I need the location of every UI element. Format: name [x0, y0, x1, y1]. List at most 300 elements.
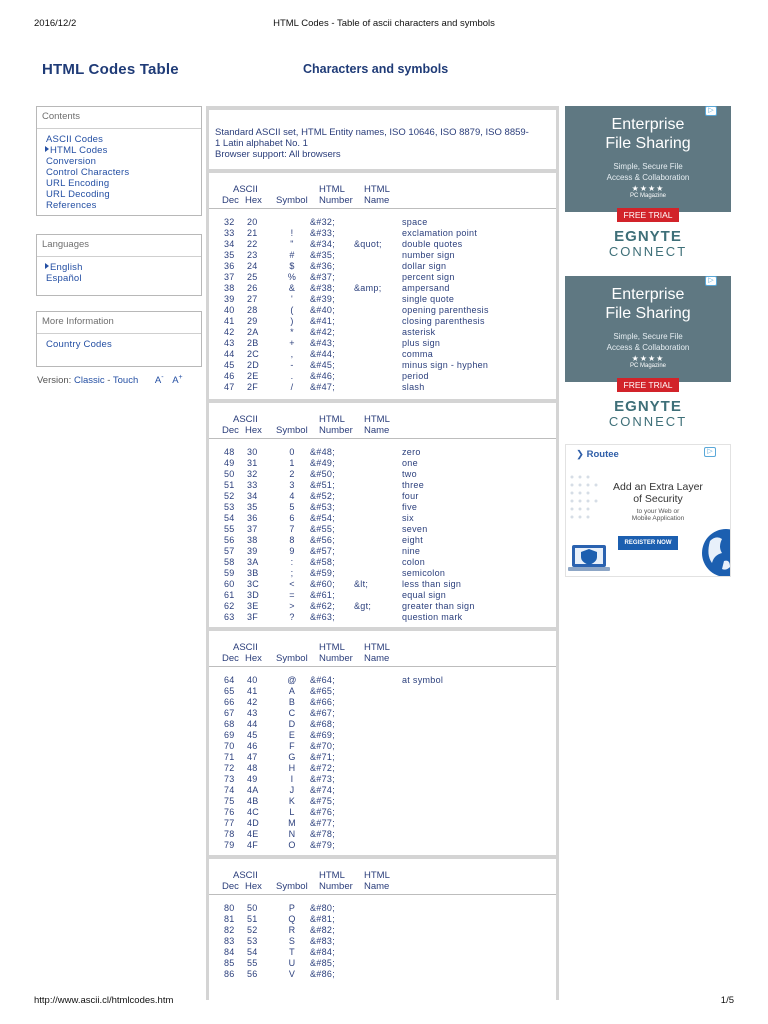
dec-cell: 76 [224, 807, 235, 817]
hex-cell: 3D [247, 590, 260, 600]
symbol-cell: " [290, 239, 294, 249]
description-cell: colon [402, 557, 426, 567]
html-name-header: Name [364, 425, 390, 436]
hex-header: Hex [245, 195, 262, 206]
html-number-cell: &#50; [310, 469, 336, 479]
table-row [209, 925, 556, 936]
symbol-cell: H [288, 763, 296, 773]
html-number-cell: &#79; [310, 840, 336, 850]
table-row [209, 590, 556, 601]
hex-cell: 4D [247, 818, 260, 828]
table-rows [209, 209, 556, 393]
connect-logo: CONNECT [608, 244, 688, 259]
html-number-cell: &#74; [310, 785, 336, 795]
html-name-cell: &lt; [354, 579, 369, 589]
html-name-cell: &amp; [354, 283, 382, 293]
table-row [209, 535, 556, 546]
dec-cell: 59 [224, 568, 235, 578]
hex-cell: 29 [247, 316, 258, 326]
html-number-cell: &#35; [310, 250, 336, 260]
table-row [209, 741, 556, 752]
dec-cell: 57 [224, 546, 235, 556]
hex-cell: 46 [247, 741, 258, 751]
description-cell: closing parenthesis [402, 316, 485, 326]
description-cell: period [402, 371, 429, 381]
hex-cell: 47 [247, 752, 258, 762]
table-row [209, 840, 556, 851]
hex-cell: 4F [247, 840, 259, 850]
ad-headline-2: File Sharing [605, 135, 691, 152]
version-switcher [37, 374, 183, 386]
hex-cell: 45 [247, 730, 258, 740]
dec-cell: 32 [224, 217, 235, 227]
dec-cell: 41 [224, 316, 235, 326]
description-cell: semicolon [402, 568, 446, 578]
version-classic-link[interactable]: Classic [73, 375, 105, 387]
html-number-cell: &#40; [310, 305, 336, 315]
dec-cell: 46 [224, 371, 235, 381]
html-number-cell: &#76; [310, 807, 336, 817]
version-touch-link[interactable]: Touch [112, 375, 139, 387]
hex-cell: 31 [247, 458, 258, 468]
html-number-cell: &#69; [310, 730, 336, 740]
table-row [209, 217, 556, 228]
table-row [209, 675, 556, 686]
intro-line-1: Standard ASCII set, HTML Entity names, ISO 10646, ISO 8879, ISO 8859- [215, 127, 529, 138]
table-row [209, 294, 556, 305]
hex-cell: 51 [247, 914, 258, 924]
hex-cell: 33 [247, 480, 258, 490]
intro-box [209, 110, 556, 169]
table-row [209, 458, 556, 469]
symbol-cell: D [288, 719, 296, 729]
description-cell: seven [402, 524, 428, 534]
table-row [209, 807, 556, 818]
hex-header: Hex [245, 425, 262, 436]
symbol-cell: ! [290, 228, 294, 238]
dec-cell: 37 [224, 272, 235, 282]
table-header [209, 173, 556, 209]
html-number-cell: &#60; [310, 579, 336, 589]
symbol-cell: # [289, 250, 295, 260]
symbol-cell: K [288, 796, 296, 806]
ad-headline-1: Enterprise [611, 286, 685, 303]
html-number-cell: &#44; [310, 349, 336, 359]
table-row [209, 360, 556, 371]
html-number-header: Number [319, 881, 353, 892]
html-name-cell: &gt; [354, 601, 372, 611]
table-row [209, 239, 556, 250]
html-name-header: Name [364, 881, 390, 892]
html-name-cell: &quot; [354, 239, 382, 249]
symbol-header: Symbol [276, 881, 308, 892]
ad-banner [565, 106, 731, 212]
description-cell: asterisk [402, 327, 436, 337]
html-number-cell: &#85; [310, 958, 336, 968]
symbol-cell: N [288, 829, 296, 839]
table-row [209, 969, 556, 980]
description-cell: single quote [402, 294, 455, 304]
ad-headline-1: Enterprise [611, 116, 685, 133]
html-number-cell: &#82; [310, 925, 336, 935]
dec-cell: 54 [224, 513, 235, 523]
hex-cell: 20 [247, 217, 258, 227]
symbol-cell: @ [287, 675, 297, 685]
dec-cell: 40 [224, 305, 235, 315]
html-number-cell: &#52; [310, 491, 336, 501]
table-header [209, 859, 556, 895]
symbol-cell: % [287, 272, 297, 282]
html-number-cell: &#56; [310, 535, 336, 545]
dec-cell: 39 [224, 294, 235, 304]
dec-cell: 83 [224, 936, 235, 946]
dec-cell: 49 [224, 458, 235, 468]
description-cell: five [402, 502, 418, 512]
table-row [209, 914, 556, 925]
html-number-cell: &#75; [310, 796, 336, 806]
html-number-cell: &#55; [310, 524, 336, 534]
font-smaller-button[interactable] [155, 375, 164, 386]
table-row [209, 719, 556, 730]
table-row [209, 546, 556, 557]
adchoices-icon[interactable]: ▷ [705, 106, 717, 116]
dec-cell: 53 [224, 502, 235, 512]
table-row [209, 708, 556, 719]
hex-cell: 3E [247, 601, 259, 611]
font-larger-label: A [172, 375, 179, 387]
table-row [209, 763, 556, 774]
hex-cell: 42 [247, 697, 258, 707]
description-cell: opening parenthesis [402, 305, 489, 315]
ad-source: PC Magazine [629, 193, 667, 199]
description-cell: percent sign [402, 272, 455, 282]
globe-icon [696, 525, 730, 577]
hex-cell: 4C [247, 807, 260, 817]
hex-cell: 25 [247, 272, 258, 282]
symbol-cell: > [289, 601, 295, 611]
symbol-cell: F [289, 741, 295, 751]
hex-cell: 3F [247, 612, 259, 622]
hex-cell: 55 [247, 958, 258, 968]
html-number-header: Number [319, 425, 353, 436]
symbol-cell: 9 [289, 546, 295, 556]
dec-cell: 42 [224, 327, 235, 337]
symbol-cell: ( [290, 305, 294, 315]
html-number-cell: &#71; [310, 752, 336, 762]
symbol-cell: 1 [289, 458, 295, 468]
symbol-cell: & [288, 283, 296, 293]
dec-cell: 48 [224, 447, 235, 457]
dec-cell: 51 [224, 480, 235, 490]
symbol-cell: T [289, 947, 295, 957]
html-number-cell: &#38; [310, 283, 336, 293]
print-footer [34, 995, 734, 1007]
table-row [209, 305, 556, 316]
symbol-cell: J [289, 785, 295, 795]
symbol-cell: < [289, 579, 295, 589]
html-number-header-top: HTML [319, 414, 345, 425]
symbol-cell: Q [288, 914, 296, 924]
egnyte-ad-1[interactable] [565, 106, 731, 264]
symbol-cell: S [288, 936, 296, 946]
table-row [209, 283, 556, 294]
dec-cell: 65 [224, 686, 235, 696]
hex-cell: 3A [247, 557, 259, 567]
html-number-cell: &#57; [310, 546, 336, 556]
table-row [209, 524, 556, 535]
symbol-cell: + [289, 338, 295, 348]
ad-headline-2: File Sharing [605, 305, 691, 322]
table-row [209, 371, 556, 382]
symbol-cell: $ [289, 261, 295, 271]
symbol-cell: = [289, 590, 295, 600]
table-row [209, 382, 556, 393]
html-number-cell: &#58; [310, 557, 336, 567]
html-number-cell: &#67; [310, 708, 336, 718]
hex-cell: 54 [247, 947, 258, 957]
ad-small-1: to your Web or [636, 508, 680, 515]
hex-cell: 3B [247, 568, 259, 578]
more-info-title: More Information [37, 312, 201, 334]
description-cell: space [402, 217, 428, 227]
register-now-button[interactable]: REGISTER NOW [618, 536, 678, 550]
html-number-cell: &#34; [310, 239, 336, 249]
symbol-cell: 5 [289, 502, 295, 512]
sidebar-link-url-decoding[interactable]: URL Decoding [46, 189, 110, 200]
languages-title: Languages [37, 235, 201, 257]
table-row [209, 469, 556, 480]
dec-cell: 47 [224, 382, 235, 392]
hex-cell: 28 [247, 305, 258, 315]
html-number-cell: &#41; [310, 316, 336, 326]
table-row [209, 785, 556, 796]
symbol-cell: M [288, 818, 296, 828]
code-table-block [209, 173, 556, 399]
table-row [209, 774, 556, 785]
description-cell: double quotes [402, 239, 463, 249]
symbol-cell: G [288, 752, 296, 762]
sidebar-link-url-encoding[interactable]: URL Encoding [46, 178, 110, 189]
hex-cell: 37 [247, 524, 258, 534]
html-number-cell: &#45; [310, 360, 336, 370]
table-row [209, 752, 556, 763]
dec-cell: 63 [224, 612, 235, 622]
hex-cell: 26 [247, 283, 258, 293]
hex-cell: 41 [247, 686, 258, 696]
sidebar-link-ascii-codes[interactable]: ASCII Codes [46, 134, 104, 145]
html-name-header-top: HTML [364, 642, 390, 653]
hex-cell: 56 [247, 969, 258, 979]
egnyte-logo: EGNYTE [614, 398, 682, 415]
egnyte-ad-2[interactable] [565, 276, 731, 434]
sidebar-link-control-characters[interactable]: Control Characters [46, 167, 130, 178]
ascii-header: ASCII [233, 870, 258, 881]
dec-cell: 80 [224, 903, 235, 913]
dec-cell: 38 [224, 283, 235, 293]
description-cell: minus sign - hyphen [402, 360, 489, 370]
symbol-cell: 8 [289, 535, 295, 545]
ad-tagline-1: Simple, Secure File [613, 332, 683, 341]
egnyte-logo: EGNYTE [614, 228, 682, 245]
dec-cell: 43 [224, 338, 235, 348]
hex-cell: 4E [247, 829, 259, 839]
ad-tagline-2: Access & Collaboration [606, 343, 690, 352]
symbol-cell: I [290, 774, 294, 784]
hex-cell: 32 [247, 469, 258, 479]
symbol-header: Symbol [276, 425, 308, 436]
print-header [34, 18, 734, 30]
ad-tagline-2: Access & Collaboration [606, 173, 690, 182]
html-number-cell: &#59; [310, 568, 336, 578]
contents-panel [36, 106, 202, 216]
dec-cell: 44 [224, 349, 235, 359]
html-number-cell: &#42; [310, 327, 336, 337]
hex-cell: 34 [247, 491, 258, 501]
hex-cell: 50 [247, 903, 258, 913]
adchoices-icon[interactable]: ▷ [704, 447, 716, 457]
table-rows [209, 895, 556, 980]
dec-cell: 55 [224, 524, 235, 534]
ad-tagline-1: Simple, Secure File [613, 162, 683, 171]
table-row [209, 568, 556, 579]
html-number-cell: &#43; [310, 338, 336, 348]
hex-cell: 48 [247, 763, 258, 773]
dec-cell: 75 [224, 796, 235, 806]
symbol-cell: * [290, 327, 294, 337]
description-cell: question mark [402, 612, 463, 622]
symbol-cell: , [290, 349, 294, 359]
symbol-header: Symbol [276, 653, 308, 664]
contents-title: Contents [37, 107, 201, 129]
sidebar-link-country-codes[interactable]: Country Codes [46, 339, 112, 350]
html-number-cell: &#83; [310, 936, 336, 946]
hex-cell: 38 [247, 535, 258, 545]
description-cell: slash [402, 382, 425, 392]
adchoices-icon[interactable]: ▷ [705, 276, 717, 286]
description-cell: greater than sign [402, 601, 475, 611]
dec-cell: 84 [224, 947, 235, 957]
description-cell: plus sign [402, 338, 441, 348]
table-row [209, 612, 556, 623]
ad-small-2: Mobile Application [631, 515, 685, 522]
rating-stars-icon: ★★★★ [631, 184, 665, 193]
hex-cell: 36 [247, 513, 258, 523]
table-row [209, 947, 556, 958]
ascii-header: ASCII [233, 414, 258, 425]
more-info-list [37, 334, 201, 354]
site-title[interactable]: HTML Codes Table [42, 61, 179, 78]
description-cell: three [402, 480, 425, 490]
html-number-cell: &#78; [310, 829, 336, 839]
html-number-cell: &#65; [310, 686, 336, 696]
html-number-cell: &#86; [310, 969, 336, 979]
description-cell: exclamation point [402, 228, 478, 238]
free-trial-button[interactable]: FREE TRIAL [617, 208, 679, 222]
font-larger-button[interactable] [172, 375, 182, 386]
description-cell: at symbol [402, 675, 444, 685]
free-trial-button[interactable]: FREE TRIAL [617, 378, 679, 392]
page-subtitle: Characters and symbols [303, 62, 449, 76]
hex-cell: 49 [247, 774, 258, 784]
routee-brand: Routee [586, 449, 619, 460]
symbol-cell: O [288, 840, 296, 850]
html-number-cell: &#81; [310, 914, 336, 924]
ascii-header: ASCII [233, 642, 258, 653]
description-cell: six [402, 513, 414, 523]
sidebar-link-english[interactable]: English [45, 262, 201, 273]
symbol-cell: : [290, 557, 294, 567]
html-number-header: Number [319, 653, 353, 664]
hex-cell: 39 [247, 546, 258, 556]
sidebar-link-references[interactable]: References [46, 200, 97, 211]
html-number-cell: &#68; [310, 719, 336, 729]
dec-header: Dec [222, 881, 239, 892]
dec-cell: 81 [224, 914, 235, 924]
html-number-header-top: HTML [319, 184, 345, 195]
font-larger-sup: + [178, 374, 183, 381]
description-cell: dollar sign [402, 261, 447, 271]
hex-cell: 2C [247, 349, 260, 359]
symbol-cell: 6 [289, 513, 295, 523]
hex-header: Hex [245, 653, 262, 664]
dec-cell: 34 [224, 239, 235, 249]
html-number-cell: &#47; [310, 382, 336, 392]
print-title: HTML Codes - Table of ascii characters and symbols [273, 18, 495, 29]
table-row [209, 250, 556, 261]
html-number-cell: &#61; [310, 590, 336, 600]
hex-cell: 2B [247, 338, 259, 348]
sidebar-link-html-codes[interactable]: HTML Codes [45, 145, 201, 156]
symbol-cell: . [290, 371, 294, 381]
hex-cell: 4A [247, 785, 259, 795]
dec-cell: 64 [224, 675, 235, 685]
table-row [209, 502, 556, 513]
dec-cell: 71 [224, 752, 235, 762]
symbol-cell: 4 [289, 491, 295, 501]
dec-cell: 67 [224, 708, 235, 718]
routee-mark-icon: ❯ [576, 449, 587, 460]
hex-cell: 44 [247, 719, 258, 729]
hex-cell: 2E [247, 371, 259, 381]
html-number-cell: &#36; [310, 261, 336, 271]
symbol-cell: B [288, 697, 296, 707]
symbol-cell: E [288, 730, 296, 740]
table-row [209, 261, 556, 272]
html-name-header-top: HTML [364, 184, 390, 195]
html-number-header-top: HTML [319, 870, 345, 881]
hex-cell: 30 [247, 447, 258, 457]
table-row [209, 936, 556, 947]
table-row [209, 447, 556, 458]
sidebar-link-espa-ol[interactable]: Español [46, 273, 82, 284]
dec-header: Dec [222, 195, 239, 206]
dec-cell: 85 [224, 958, 235, 968]
symbol-cell: ; [290, 568, 294, 578]
html-number-cell: &#73; [310, 774, 336, 784]
html-name-header: Name [364, 195, 390, 206]
version-separator: - [107, 375, 111, 387]
sidebar-link-conversion[interactable]: Conversion [46, 156, 97, 167]
print-url: http://www.ascii.cl/htmlcodes.htm [34, 995, 174, 1006]
table-row [209, 480, 556, 491]
ascii-header: ASCII [233, 184, 258, 195]
dec-cell: 86 [224, 969, 235, 979]
table-row [209, 272, 556, 283]
html-number-cell: &#53; [310, 502, 336, 512]
hex-cell: 52 [247, 925, 258, 935]
routee-ad[interactable] [565, 444, 731, 577]
html-number-cell: &#77; [310, 818, 336, 828]
